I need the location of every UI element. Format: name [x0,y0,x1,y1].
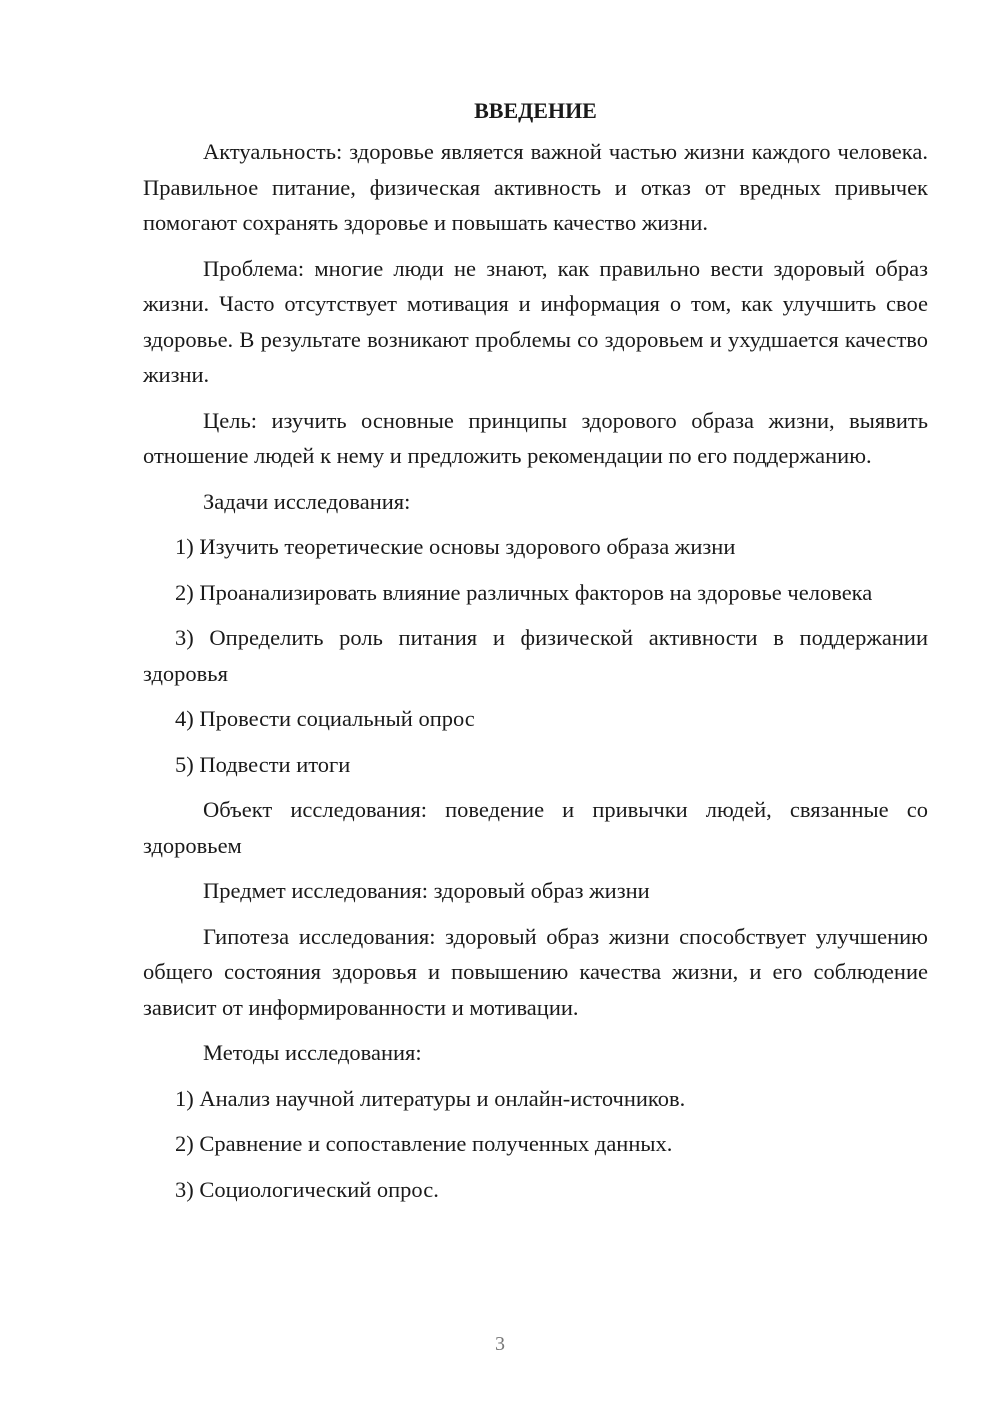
list-item-task-5: 5) Подвести итоги [175,751,351,777]
paragraph-subject: Предмет исследования: здоровый образ жизни [203,878,650,903]
list-item-method-3: 3) Социологический опрос. [175,1176,439,1202]
list-item-method-1: 1) Анализ научной литературы и онлайн-источников. [175,1085,686,1111]
paragraph-goal: Цель: изучить основные принципы здорового образа жизни, выявить отношение людей к нему и предложить рекомендации по его поддержанию. [143,407,928,468]
list-item-method-2: 2) Сравнение и сопоставление полученных данных. [175,1131,673,1156]
paragraph-hypothesis: Гипотеза исследования: здоровый образ жизни способствует улучшению общего состояния здоровья и повышению качества жизни, и его соблюдение зависит от информированности и мотивации. [143,923,928,1020]
page-number: 3 [495,1333,505,1355]
document-page [143,92,928,1217]
methods-heading: Методы исследования: [203,1040,422,1065]
list-item-task-1: 1) Изучить теоретические основы здорового образа жизни [175,534,736,559]
section-title: ВВЕДЕНИЕ [474,98,597,123]
list-item-task-4: 4) Провести социальный опрос [175,706,475,731]
list-item-task-2: 2) Проанализировать влияние различных факторов на здоровье человека [175,579,873,605]
paragraph-relevance: Актуальность: здоровье является важной частью жизни каждого человека. Правильное питание, физическая активность и отказ от вредных привычек помогают сохранять здоровье и повышать качество жизни. [143,139,928,235]
tasks-heading: Задачи исследования: [203,488,411,514]
list-item-task-3: 3) Определить роль питания и физической активности в поддержании здоровья [143,625,928,686]
paragraph-problem: Проблема: многие люди не знают, как правильно вести здоровый образ жизни. Часто отсутствует мотивация и информация о том, как улучшить свое здоровье. В результате возникают проблемы со здоровьем и ухудшается качество жизни. [143,255,928,387]
paragraph-object: Объект исследования: поведение и привычки людей, связанные со здоровьем [143,797,928,858]
